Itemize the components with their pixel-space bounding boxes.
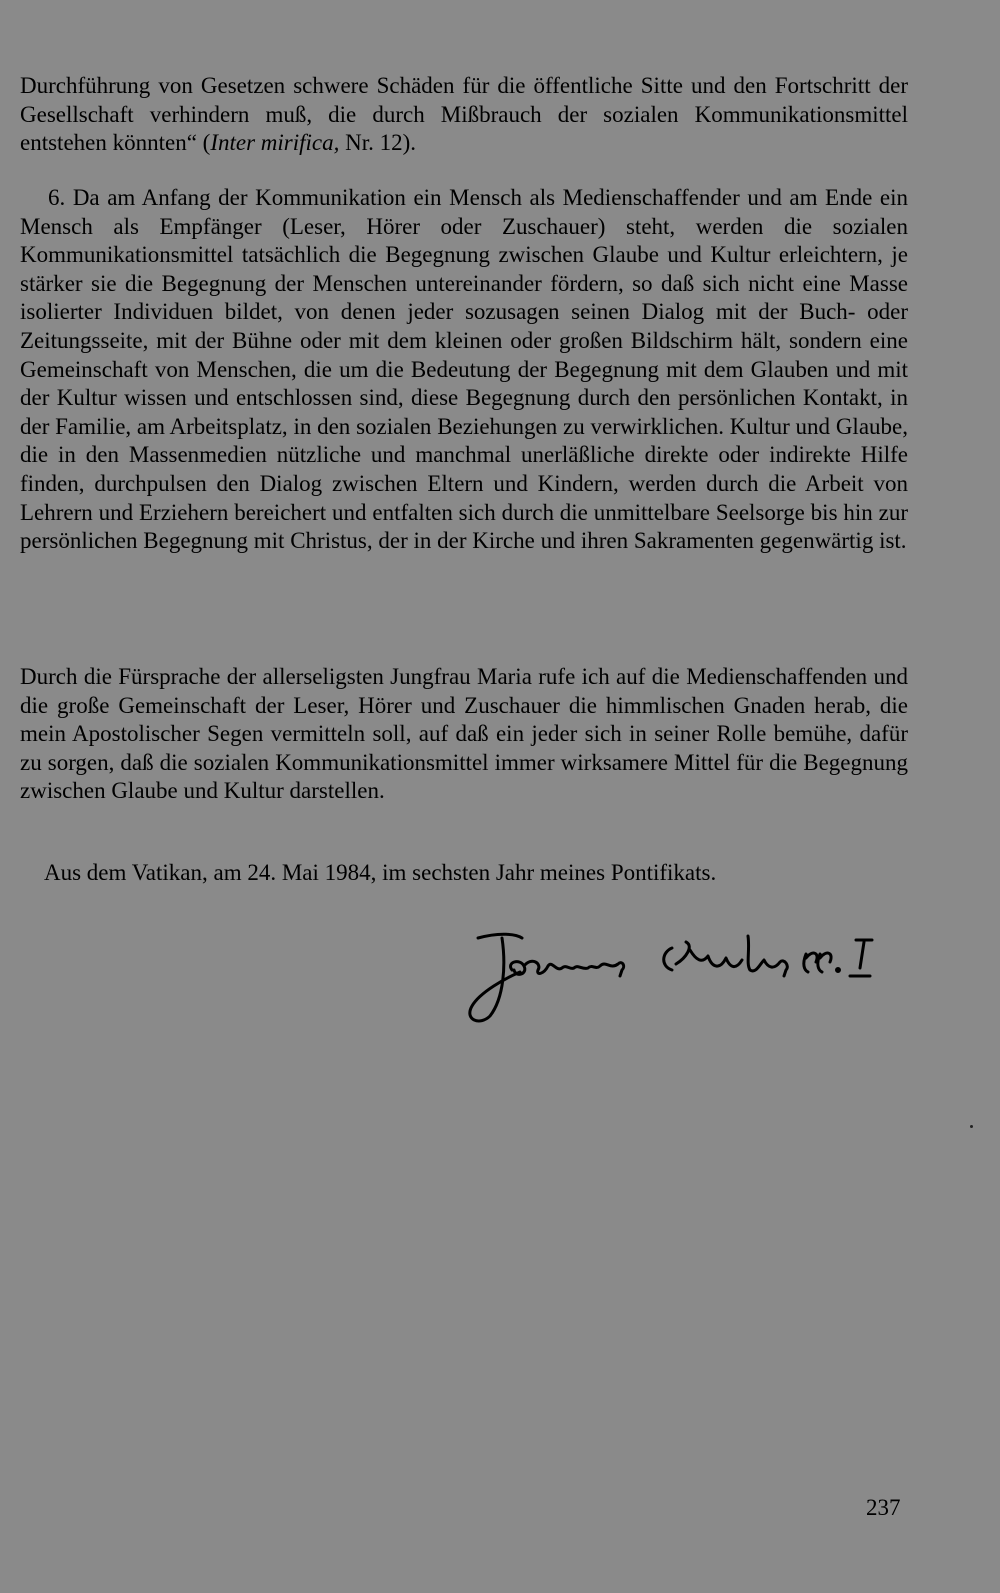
page-number: 237 xyxy=(866,1495,901,1520)
closing-date-line: Aus dem Vatikan, am 24. Mai 1984, im sechsten Jahr meines Pontifikats. xyxy=(44,860,717,885)
paragraph-quote-end-text: Durchführung von Gesetzen schwere Schäden für die öffentliche Sitte und den Fortschritt der Gesellschaft verhindern muß, die durch Mißbrauch der sozialen Kommunikationsmittel entstehen könnten“ ( xyxy=(20,73,908,156)
scan-speck xyxy=(970,1125,973,1128)
citation-number: Nr. 12). xyxy=(339,130,417,156)
handwritten-signature xyxy=(450,920,920,1030)
paragraph-quote-end xyxy=(20,72,908,158)
citation-title: Inter mirifica, xyxy=(210,130,340,156)
paragraph-6: 6. Da am Anfang der Kommunikation ein Mensch als Medienschaffender und am Ende ein Mensch als Empfänger (Leser, Hörer oder Zuschauer) steht, werden die sozialen Kommunikationsmittel tatsächlich die Begegnung zwischen Glaube und Kultur erleichtern, je stärker sie die Begegnung der Menschen untereinander fördern, so daß sich nicht eine Masse isolierter Individuen bildet, von denen jeder sozusagen seinen Dialog mit der Buch- oder Zeitungsseite, mit der Bühne oder mit dem kleinen oder großen Bildschirm hält, sondern eine Gemeinschaft von Menschen, die um die Bedeutung der Begegnung mit dem Glauben und mit der Kultur wissen und entschlossen sind, diese Begegnung durch den persönlichen Kontakt, in der Familie, am Arbeitsplatz, in den sozialen Beziehungen zu verwirklichen. Kultur und Glaube, die in den Massenmedien nützliche und manchmal unerläßliche direkte oder indirekte Hilfe finden, durchpulsen den Dialog zwischen Eltern und Kindern, werden durch die Arbeit von Lehrern und Erziehern bereichert und entfalten sich durch die unmittelbare Seelsorge bis hin zur persönlichen Begegnung mit Christus, der in der Kirche und ihren Sakramenten gegenwärtig ist. xyxy=(20,185,908,554)
paragraph-blessing: Durch die Fürsprache der allerseligsten Jungfrau Maria rufe ich auf die Medienschaffenden und die große Gemeinschaft der Leser, Hörer und Zuschauer die himmlischen Gnaden herab, die mein Apostolischer Segen vermitteln soll, auf daß ein jeder sich in seiner Rolle bemühe, dafür zu sorgen, daß die sozialen Kommunikationsmittel immer wirksamere Mittel für die Begegnung zwischen Glaube und Kultur darstellen. xyxy=(20,664,908,804)
